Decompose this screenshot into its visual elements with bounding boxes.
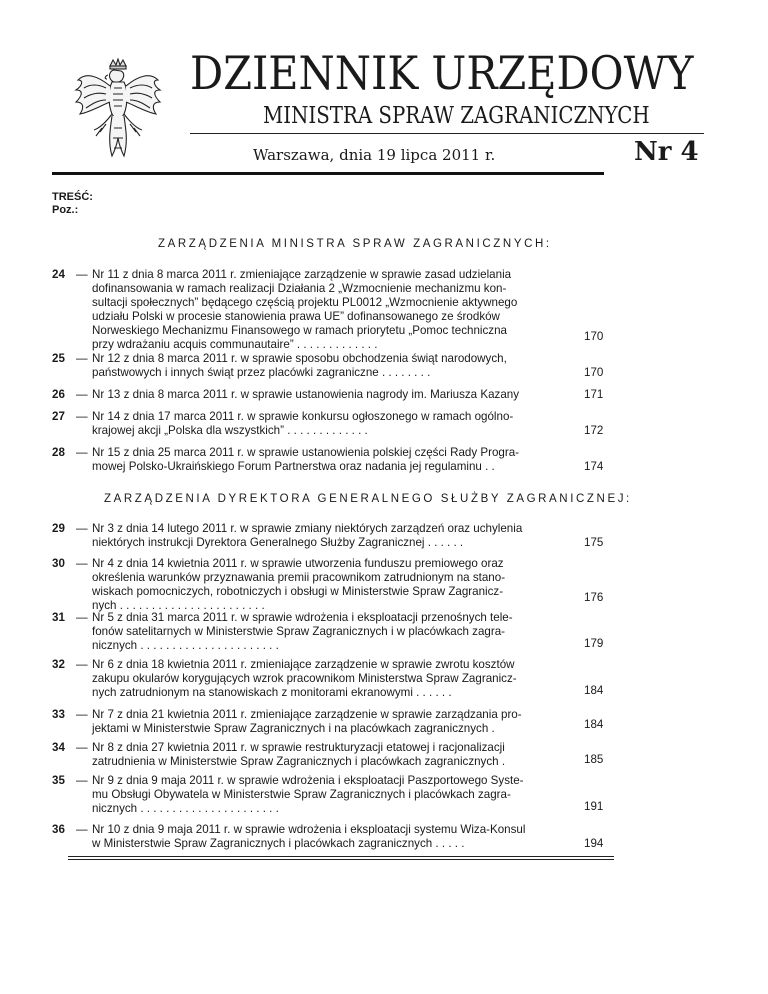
entry-line: nicznych . . . . . . . . . . . . . . . . . . . . . . (92, 802, 279, 815)
entry-text (92, 708, 560, 736)
entry-line: Nr 6 z dnia 18 kwietnia 2011 r. zmieniające zarządzenie w sprawie zwrotu kosztów (92, 658, 515, 671)
position-label: Poz.: (52, 204, 79, 216)
entry-position: 36 (52, 823, 65, 836)
section-heading-minister: ZARZĄDZENIA MINISTRA SPRAW ZAGRANICZNYCH: (158, 238, 552, 250)
entry-text (92, 557, 560, 613)
entry-line: niektórych instrukcji Dyrektora Generalnego Służby Zagranicznej . . . . . . (92, 536, 464, 549)
entry-dash: — (76, 352, 88, 365)
entry-dash: — (76, 611, 88, 624)
entry-page: 174 (584, 460, 604, 473)
toc-entry-24 (52, 268, 612, 352)
entry-line: Norweskiego Mechanizmu Finansowego w ramach priorytetu „Pomoc techniczna (92, 324, 507, 337)
entry-page: 194 (584, 837, 604, 850)
polish-eagle-emblem (72, 58, 164, 166)
footer-rule (68, 859, 614, 860)
entry-text (92, 658, 560, 700)
entry-line: Nr 10 z dnia 9 maja 2011 r. w sprawie wdrożenia i eksploatacji systemu Wiza-Konsul (92, 823, 526, 836)
entry-line: mu Obsługi Obywatela w Ministerstwie Spraw Zagranicznych i placówkach zagra- (92, 788, 511, 801)
entry-line: zakupu okularów korygujących wzrok pracownikom Ministerstwa Spraw Zagranicz- (92, 672, 517, 685)
issue-date: Warszawa, dnia 19 lipca 2011 r. (253, 146, 496, 164)
toc-entry-29 (52, 522, 612, 552)
toc-entry-28 (52, 446, 612, 476)
entry-line: państwowych i innych świąt przez placówki zagraniczne . . . . . . . . (92, 366, 431, 379)
entry-text (92, 410, 560, 438)
entry-line: nicznych . . . . . . . . . . . . . . . . . . . . . . (92, 639, 279, 652)
gazette-subtitle: MINISTRA SPRAW ZAGRANICZNYCH (263, 103, 650, 129)
entry-line: nych zatrudnionym na stanowiskach z monitorami ekranowymi . . . . . . (92, 686, 452, 699)
toc-entry-34 (52, 741, 612, 771)
entry-position: 26 (52, 388, 65, 401)
entry-position: 24 (52, 268, 65, 281)
section-heading-director: ZARZĄDZENIA DYREKTORA GENERALNEGO SŁUŻBY ZAGRANICZNEJ: (104, 493, 632, 505)
entry-dash: — (76, 388, 88, 401)
entry-line: sultacji społecznych” będącego częścią projektu PL0012 „Wzmocnienie aktywnego (92, 296, 518, 309)
entry-line: w Ministerstwie Spraw Zagranicznych i placówkach zagranicznych . . . . . (92, 837, 465, 850)
entry-dash: — (76, 741, 88, 754)
entry-position: 28 (52, 446, 65, 459)
entry-line: Nr 9 z dnia 9 maja 2011 r. w sprawie wdrożenia i eksploatacji Paszportowego Syste- (92, 774, 524, 787)
entry-page: 171 (584, 388, 604, 401)
gazette-title: DZIENNIK URZĘDOWY (190, 46, 694, 100)
toc-entry-27 (52, 410, 612, 440)
entry-position: 27 (52, 410, 65, 423)
entry-dash: — (76, 446, 88, 459)
entry-line: Nr 5 z dnia 31 marca 2011 r. w sprawie wdrożenia i eksploatacji przenośnych tele- (92, 611, 513, 624)
entry-page: 184 (584, 684, 604, 697)
entry-text (92, 446, 560, 474)
entry-dash: — (76, 522, 88, 535)
entry-position: 33 (52, 708, 65, 721)
entry-page: 172 (584, 424, 604, 437)
entry-page: 170 (584, 366, 604, 379)
entry-text (92, 268, 560, 352)
entry-text (92, 388, 560, 402)
footer-rule (68, 856, 614, 857)
entry-line: Nr 11 z dnia 8 marca 2011 r. zmieniające zarządzenie w sprawie zasad udzielania (92, 268, 512, 281)
entry-position: 25 (52, 352, 65, 365)
entry-line: Nr 4 z dnia 14 kwietnia 2011 r. w sprawie utworzenia funduszu premiowego oraz (92, 557, 504, 570)
entry-page: 191 (584, 800, 604, 813)
entry-line: fonów satelitarnych w Ministerstwie Spraw Zagranicznych i w placówkach zagra- (92, 625, 506, 638)
toc-entry-31 (52, 611, 612, 655)
contents-label: TREŚĆ: (52, 191, 93, 203)
entry-line: przy wdrażaniu acquis communautaire” . . . . . . . . . . . . . (92, 338, 378, 351)
toc-entry-33 (52, 708, 612, 738)
entry-line: nych . . . . . . . . . . . . . . . . . . . . . . . (92, 599, 265, 612)
toc-entry-25 (52, 352, 612, 382)
toc-entry-32 (52, 658, 612, 702)
entry-line: udziału Polski w procesie stanowienia prawa UE” dofinansowanego ze środków (92, 310, 500, 323)
entry-text (92, 741, 560, 769)
entry-dash: — (76, 823, 88, 836)
toc-entry-30 (52, 557, 612, 615)
entry-dash: — (76, 708, 88, 721)
entry-text (92, 522, 560, 550)
entry-page: 179 (584, 637, 604, 650)
entry-page: 176 (584, 591, 604, 604)
entry-position: 34 (52, 741, 65, 754)
toc-entry-36 (52, 823, 612, 853)
entry-line: Nr 12 z dnia 8 marca 2011 r. w sprawie sposobu obchodzenia świąt narodowych, (92, 352, 507, 365)
entry-page: 185 (584, 753, 604, 766)
toc-entry-35 (52, 774, 612, 818)
contents-labels (52, 191, 93, 217)
entry-dash: — (76, 658, 88, 671)
masthead (190, 48, 700, 130)
entry-line: Nr 8 z dnia 27 kwietnia 2011 r. w sprawie restrukturyzacji etatowej i racjonalizacji (92, 741, 505, 754)
header-thick-rule (52, 172, 604, 175)
entry-line: określenia warunków przyznawania premii pracownikom zatrudnionym na stano- (92, 571, 506, 584)
entry-line: Nr 14 z dnia 17 marca 2011 r. w sprawie konkursu ogłoszonego w ramach ogólno- (92, 410, 514, 423)
entry-line: Nr 3 z dnia 14 lutego 2011 r. w sprawie zmiany niektórych zarządzeń oraz uchylenia (92, 522, 523, 535)
entry-line: mowej Polsko-Ukraińskiego Forum Partnerstwa oraz nadania jej regulaminu . . (92, 460, 495, 473)
issue-number: Nr 4 (634, 137, 699, 167)
entry-position: 30 (52, 557, 65, 570)
entry-line: zatrudnienia w Ministerstwie Spraw Zagranicznych i placówkach zagranicznych . (92, 755, 506, 768)
entry-position: 32 (52, 658, 65, 671)
entry-text (92, 352, 560, 380)
entry-line: wiskach pomocniczych, robotniczych i obsługi w Ministerstwie Spraw Zagranicz- (92, 585, 504, 598)
entry-line: Nr 15 z dnia 25 marca 2011 r. w sprawie ustanowienia polskiej części Rady Progra- (92, 446, 520, 459)
entry-line: dofinansowania w ramach realizacji Działania 2 „Wzmocnienie mechanizmu kon- (92, 282, 507, 295)
header-rule (190, 133, 704, 134)
entry-text (92, 774, 560, 816)
entry-line: jektami w Ministerstwie Spraw Zagranicznych i na placówkach zagranicznych . (92, 722, 495, 735)
entry-dash: — (76, 268, 88, 281)
entry-line: Nr 7 z dnia 21 kwietnia 2011 r. zmieniające zarządzenie w sprawie zarządzania pro- (92, 708, 522, 721)
entry-position: 29 (52, 522, 65, 535)
entry-text (92, 823, 560, 851)
toc-entry-26 (52, 388, 612, 404)
entry-position: 35 (52, 774, 65, 787)
entry-line: Nr 13 z dnia 8 marca 2011 r. w sprawie ustanowienia nagrody im. Mariusza Kazany (92, 388, 520, 401)
entry-position: 31 (52, 611, 65, 624)
entry-dash: — (76, 774, 88, 787)
entry-page: 170 (584, 330, 604, 343)
entry-dash: — (76, 557, 88, 570)
entry-page: 184 (584, 718, 604, 731)
entry-page: 175 (584, 536, 604, 549)
entry-line: krajowej akcji „Polska dla wszystkich” . . . . . . . . . . . . . (92, 424, 368, 437)
entry-text (92, 611, 560, 653)
entry-dash: — (76, 410, 88, 423)
